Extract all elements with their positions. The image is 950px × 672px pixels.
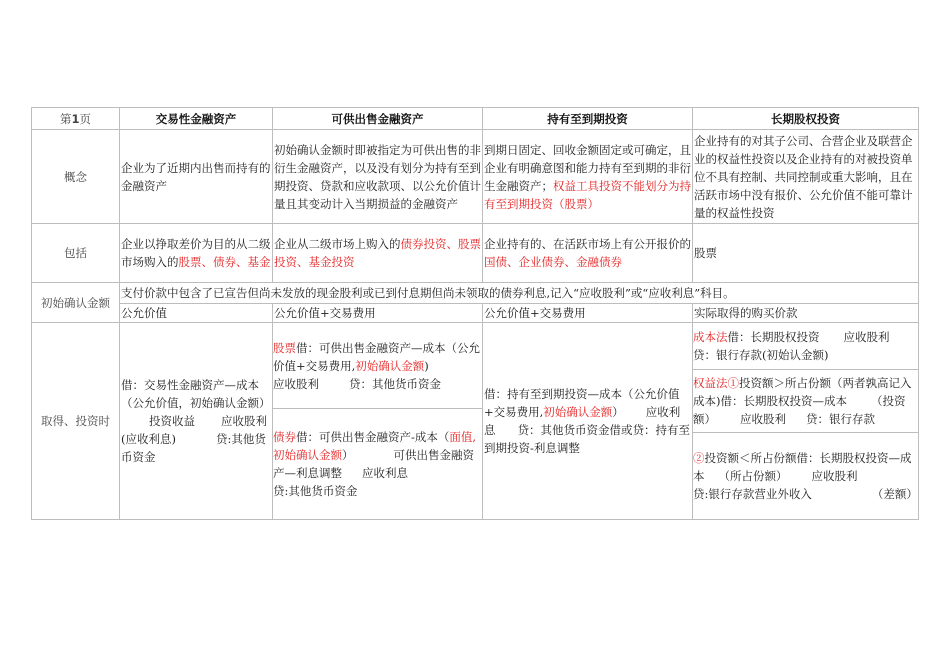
acquire-afs: [273, 323, 483, 520]
lte-cost-entry: 成本法借：长期股权投资 应收股利 贷：银行存款(初始认金额): [693, 330, 890, 362]
initial-lte: 实际取得的购买价款: [693, 304, 919, 323]
row-label-concept: 概念: [32, 130, 120, 224]
col-header-lte: 长期股权投资: [693, 108, 919, 130]
row-label-acquire: 取得、投资时: [32, 323, 120, 520]
initial-note-row: [32, 283, 919, 304]
includes-afs: 企业从二级市场上购入的债券投资、股票投资、基金投资: [273, 224, 483, 283]
row-label-initial: 初始确认金额: [32, 283, 120, 323]
includes-htm: 企业持有的、在活跃市场上有公开报价的国债、企业债券、金融债券: [483, 224, 693, 283]
concept-row: [32, 130, 919, 224]
acquire-row: [32, 323, 919, 520]
includes-trading: 企业以挣取差价为目的从二级市场购入的股票、债券、基金: [120, 224, 273, 283]
col-header-trading: 交易性金融资产: [120, 108, 273, 130]
initial-afs: 公允价值+交易费用: [273, 304, 483, 323]
initial-values-row: [32, 304, 919, 323]
col-header-afs: 可供出售金融资产: [273, 108, 483, 130]
acquire-htm: 借：持有至到期投资—成本（公允价值+交易费用,初始确认金额） 应收利息 贷：其他货币资金借或贷：持有至到期投资-利息调整: [483, 323, 693, 520]
lte-subtable: [693, 323, 918, 519]
comparison-table: [31, 107, 919, 520]
afs-stock-entry: 股票借：可供出售金融资产—成本（公允价值+交易费用,初始确认金额) 应收股利 贷：其他货币资金: [273, 340, 480, 391]
concept-trading: 企业为了近期内出售而持有的金融资产: [120, 130, 273, 224]
initial-note: 支付价款中包含了已宣告但尚未发放的现金股利或已到付息期但尚未领取的债券利息,记入“应收股利”或“应收利息”科目。: [120, 283, 919, 304]
afs-bond-entry: 债券借：可供出售金融资产-成本（面值,初始确认金额） 可供出售金融资产—利息调整 应收利息 贷:其他货币资金: [273, 408, 482, 519]
afs-subtable: [273, 324, 482, 519]
includes-row: [32, 224, 919, 283]
lte-equity2-entry: ②投资额＜所占份额借：长期股权投资—成本 （所占份额） 应收股利 贷:银行存款营业外收入 （差额）: [693, 433, 918, 520]
concept-afs: 初始确认金额时即被指定为可供出售的非衍生金融资产，以及没有划分为持有至到期投资、贷款和应收款项、以公允价值计量且其变动计入当期损益的金融资产: [273, 130, 483, 224]
concept-lte: 企业持有的对其子公司、合营企业及联营企业的权益性投资以及企业持有的对被投资单位不具有控制、共同控制或重大影响，且在活跃市场中没有报价、公允价值不能可靠计量的权益性投资: [693, 130, 919, 224]
acquire-lte: [693, 323, 919, 520]
row-label-includes: 包括: [32, 224, 120, 283]
page-number-cell: 第1页: [32, 108, 120, 130]
col-header-htm: 持有至到期投资: [483, 108, 693, 130]
header-row: [32, 108, 919, 130]
acquire-trading: 借：交易性金融资产—成本（公允价值，初始确认金额）投资收益 应收股利(应收利息) 贷:其他货币资金: [120, 323, 273, 520]
includes-lte: 股票: [693, 224, 919, 283]
concept-htm: 到期日固定、回收金额固定或可确定，且企业有明确意图和能力持有至到期的非衍生金融资产；权益工具投资不能划分为持有至到期投资（股票）: [483, 130, 693, 224]
initial-htm: 公允价值+交易费用: [483, 304, 693, 323]
initial-trading: 公允价值: [120, 304, 273, 323]
lte-equity1-entry: 权益法①投资额＞所占份额（两者孰高记入成本)借：长期股权投资—成本 （投资额） 应收股利 贷：银行存款: [693, 370, 918, 433]
